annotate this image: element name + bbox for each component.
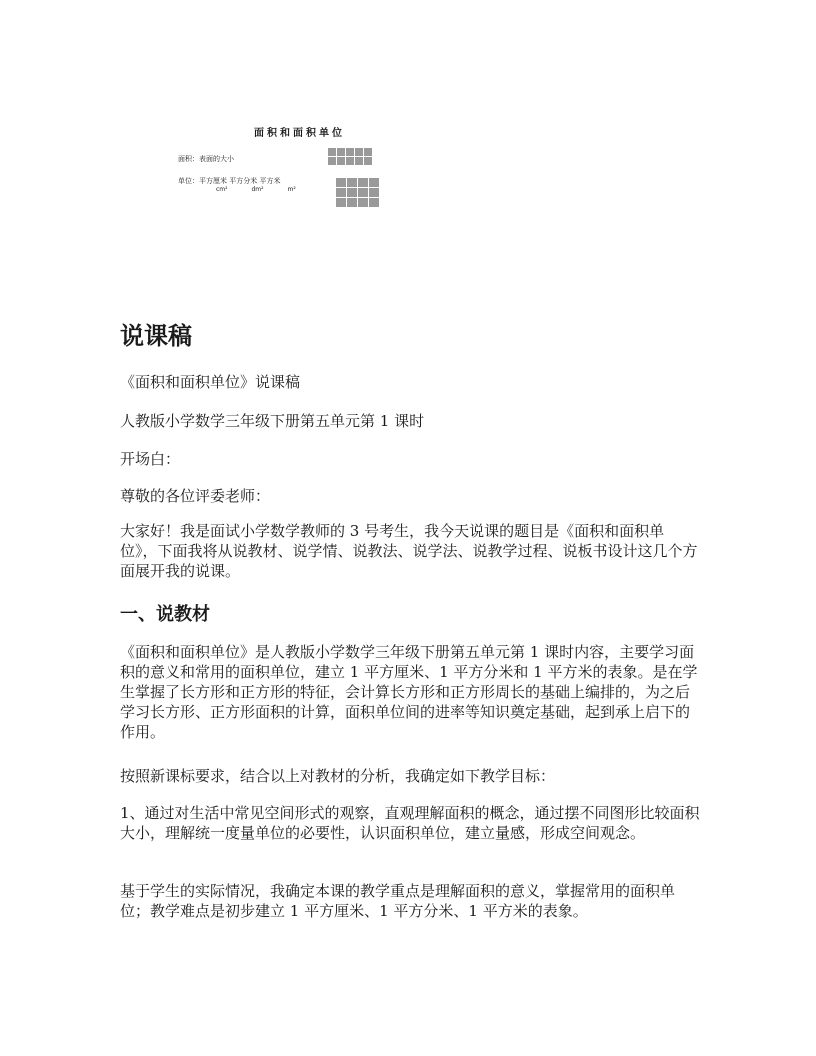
board-area-definition: 面积：表面的大小 xyxy=(178,155,234,163)
board-title: 面积和面积单位 xyxy=(254,128,345,139)
board-units-line: 单位：平方厘米 平方分米 平方米 xyxy=(178,177,281,185)
greeting: 尊敬的各位评委老师： xyxy=(120,487,271,505)
lesson-title: 《面积和面积单位》说课稿 xyxy=(120,373,301,391)
unit-cm2: cm² xyxy=(216,186,228,193)
edition-line: 人教版小学数学三年级下册第五单元第 1 课时 xyxy=(120,412,425,430)
square-grid-small xyxy=(328,148,372,165)
teaching-goal-1: 1、通过对生活中常见空间形式的观察，直观理解面积的概念，通过摆不同图形比较面积大小，理解统一度量单位的必要性，认识面积单位，建立量感，形成空间观念。 xyxy=(120,804,700,842)
opening-label: 开场白： xyxy=(120,450,181,468)
section-1-paragraph-1: 《面积和面积单位》是人教版小学数学三年级下册第五单元第 1 课时内容，主要学习面积的意义和常用的面积单位，建立 1 平方厘米、1 平方分米和 1 平方米的表象。是在学生掌握了长方形和正方形的特征，会计算长方形和正方形周长的基础上编排的，为之后学习长方形、正方形面积的计算，面积单位间的进率等知识奠定基础，起到承上启下的作用。 xyxy=(120,643,698,741)
key-and-difficult-points: 基于学生的实际情况，我确定本课的教学重点是理解面积的意义，掌握常用的面积单位；教学难点是初步建立 1 平方厘米、1 平方分米、1 平方米的表象。 xyxy=(120,882,676,920)
document-title: 说课稿 xyxy=(120,322,192,350)
unit-dm2: dm² xyxy=(251,186,264,193)
board-design-figure xyxy=(170,118,390,218)
section-1-heading: 一、说教材 xyxy=(120,604,210,625)
unit-m2: m² xyxy=(287,186,296,193)
board-unit-symbols xyxy=(216,186,318,193)
intro-paragraph: 大家好！我是面试小学数学教师的 3 号考生，我今天说课的题目是《面积和面积单位》，下面我将从说教材、说学情、说教法、说学法、说教学过程、说板书设计这几个方面展开我的说课。 xyxy=(120,522,698,580)
section-1-paragraph-2: 按照新课标要求，结合以上对教材的分析，我确定如下教学目标： xyxy=(120,767,556,785)
square-grid-large xyxy=(336,178,379,207)
